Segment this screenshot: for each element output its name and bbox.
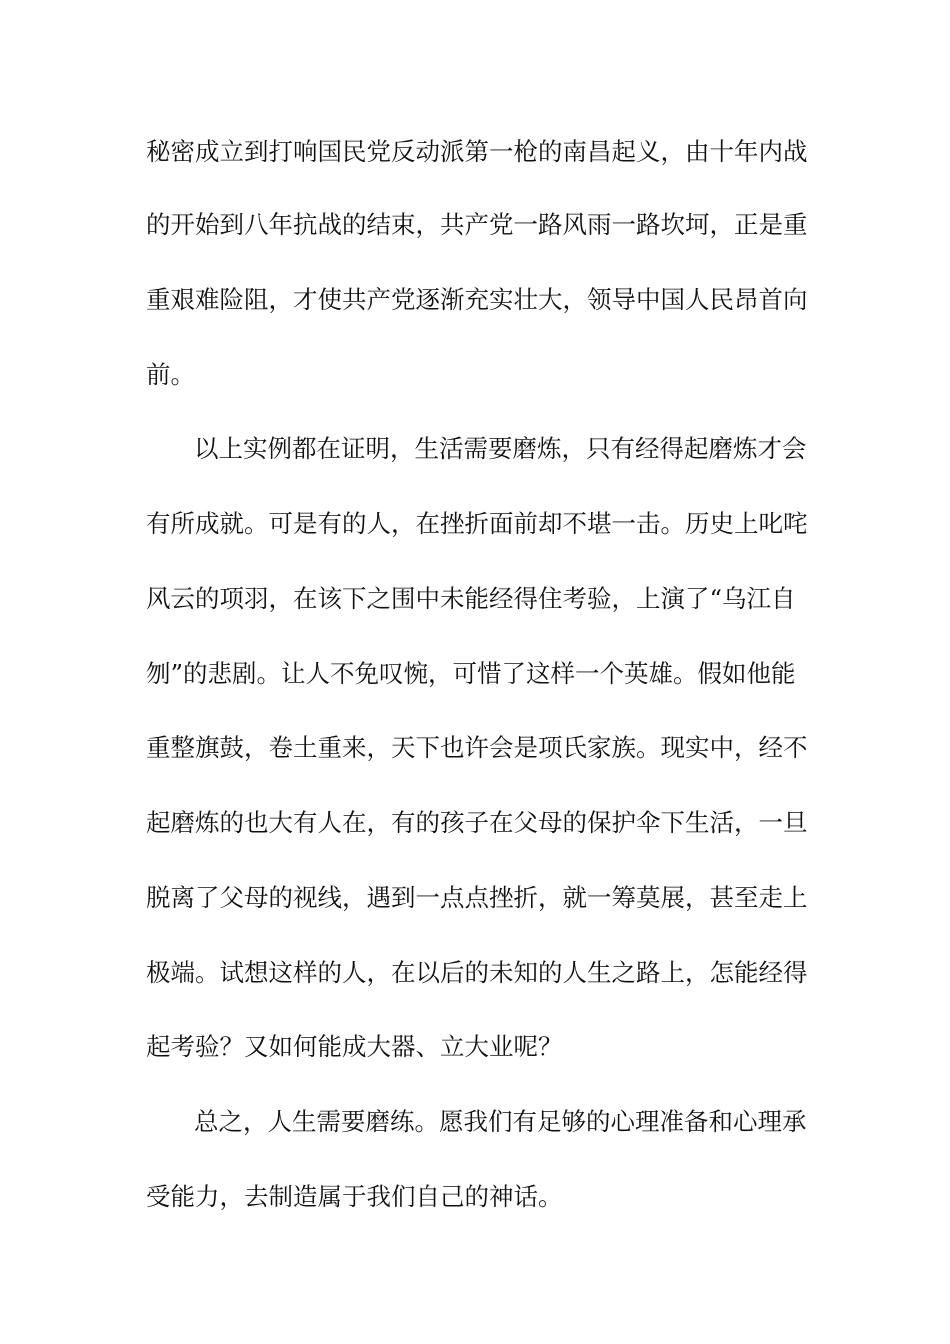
body-text-line: 受能力，去制造属于我们自己的神话。 bbox=[146, 1182, 563, 1211]
body-text-line: 以上实例都在证明，生活需要磨炼，只有经得起磨炼才会 bbox=[194, 434, 807, 463]
body-text-line: 的开始到八年抗战的结束，共产党一路风雨一路坎坷，正是重 bbox=[146, 210, 808, 239]
body-text-line: 总之，人生需要磨练。愿我们有足够的心理准备和心理承 bbox=[194, 1107, 807, 1136]
body-text-line: 脱离了父母的视线，遇到一点点挫折，就一筹莫展，甚至走上 bbox=[146, 883, 808, 912]
body-text-line: 重整旗鼓，卷土重来，天下也许会是项氏家族。现实中，经不 bbox=[146, 733, 808, 762]
body-text-line: 风云的项羽，在该下之围中未能经得住考验，上演了“乌江自 bbox=[146, 584, 796, 613]
body-text-line: 有所成就。可是有的人，在挫折面前却不堪一击。历史上叱咤 bbox=[146, 509, 808, 538]
body-text-line: 秘密成立到打响国民党反动派第一枪的南昌起义，由十年内战 bbox=[146, 137, 808, 166]
body-text-line: 重艰难险阻，才使共产党逐渐充实壮大，领导中国人民昂首向 bbox=[146, 285, 808, 314]
body-text-line: 起考验？又如何能成大器、立大业呢？ bbox=[146, 1032, 563, 1061]
body-text-line: 前。 bbox=[146, 360, 195, 389]
body-text-line: 极端。试想这样的人，在以后的未知的人生之路上，怎能经得 bbox=[146, 958, 808, 987]
body-text-line: 起磨炼的也大有人在，有的孩子在父母的保护伞下生活，一旦 bbox=[146, 808, 808, 837]
body-text-line: 刎”的悲剧。让人不免叹惋，可惜了这样一个英雄。假如他能 bbox=[146, 659, 796, 688]
